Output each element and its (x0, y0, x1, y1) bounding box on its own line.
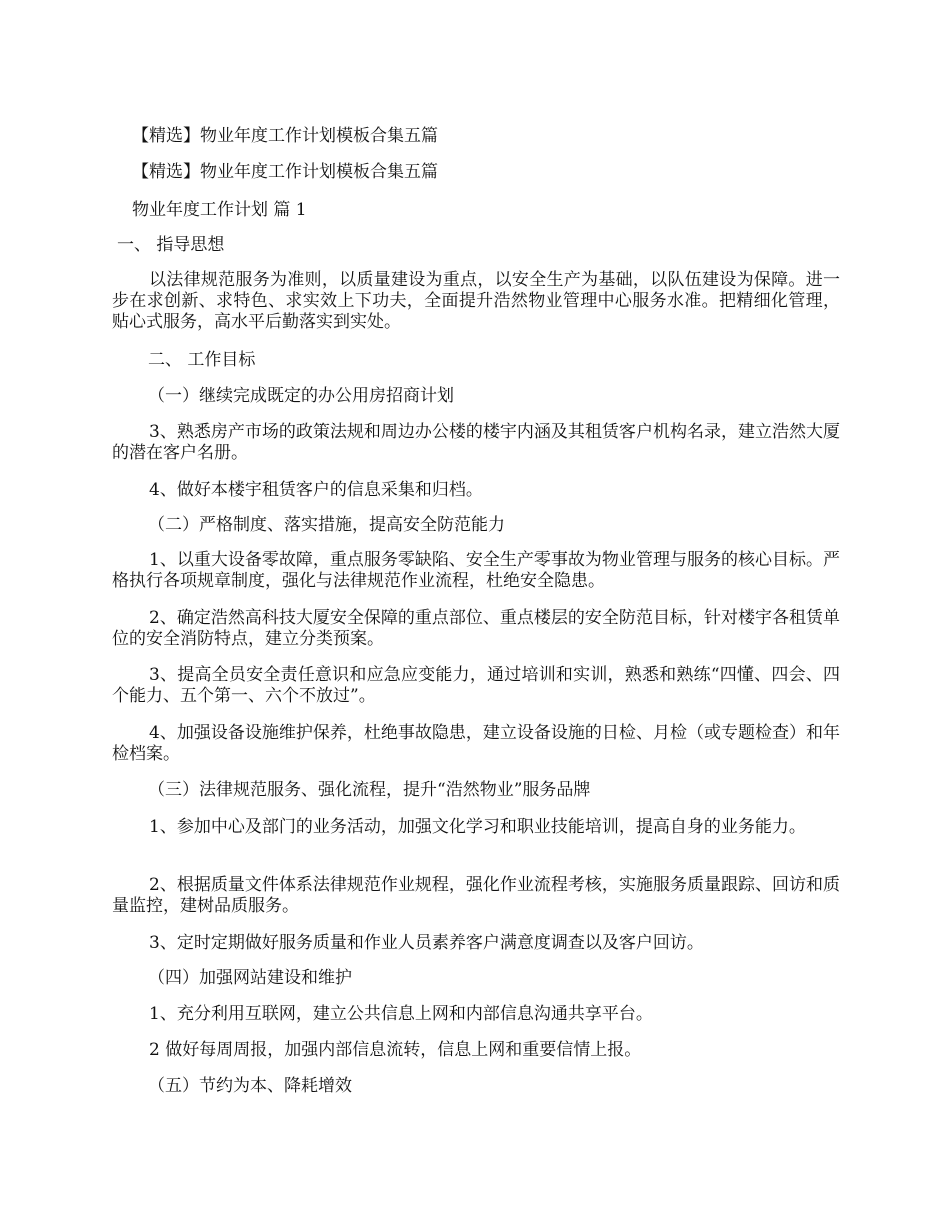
document-title: 【精选】物业年度工作计划模板合集五篇 (132, 162, 438, 182)
item-2-1: 1、以重大设备零故障，重点服务零缺陷、安全生产零事故为物业管理与服务的核心目标。严格执行各项规章制度，强化与法律规范作业流程，杜绝安全隐患。 (112, 550, 840, 591)
item-3-2: 2、根据质量文件体系法律规范作业规程，强化作业流程考核，实施服务质量跟踪、回访和质量监控，建树品质服务。 (112, 875, 840, 916)
paragraph-guiding-thought: 以法律规范服务为准则，以质量建设为重点，以安全生产为基础，以队伍建设为保障。进一步在求创新、求特色、求实效上下功夫，全面提升浩然物业管理中心服务水准。把精细化管理，贴心式服务，高水平后勤落实到实处。 (112, 270, 840, 332)
item-3-3: 3、定时定期做好服务质量和作业人员素养客户满意度调查以及客户回访。 (149, 933, 704, 953)
item-2-4: 4、加强设备设施维护保养，杜绝事故隐患，建立设备设施的日检、月检（或专题检查）和年检档案。 (112, 723, 840, 764)
item-4-2: 2 做好每周周报，加强内部信息流转，信息上网和重要信情上报。 (149, 1040, 642, 1060)
item-1-4: 4、做好本楼宇租赁客户的信息采集和归档。 (149, 480, 483, 500)
subheading-5: （五）节约为本、降耗增效 (148, 1076, 352, 1096)
item-3-1: 1、参加中心及部门的业务活动，加强文化学习和职业技能培训，提高自身的业务能力。 (149, 817, 806, 837)
subheading-4: （四）加强网站建设和维护 (148, 968, 352, 988)
header-title: 【精选】物业年度工作计划模板合集五篇 (132, 126, 438, 146)
subheading-3: （三）法律规范服务、强化流程，提升“浩然物业”服务品牌 (148, 780, 591, 800)
subheading-1: （一）继续完成既定的办公用房招商计划 (148, 386, 454, 406)
subheading-2: （二）严格制度、落实措施，提高安全防范能力 (148, 515, 505, 535)
item-2-2: 2、确定浩然高科技大厦安全保障的重点部位、重点楼层的安全防范目标，针对楼宇各租赁单位的安全消防特点，建立分类预案。 (112, 608, 840, 649)
section-title: 物业年度工作计划 篇 1 (132, 200, 307, 220)
item-2-3: 3、提高全员安全责任意识和应急应变能力，通过培训和实训，熟悉和熟练“四懂、四会、四个能力、五个第一、六个不放过”。 (112, 665, 840, 706)
heading-work-goals: 二、 工作目标 (148, 350, 256, 370)
item-1-3: 3、熟悉房产市场的政策法规和周边办公楼的楼宇内涵及其租赁客户机构名录，建立浩然大厦的潜在客户名册。 (112, 422, 840, 463)
heading-guiding-thought: 一、 指导思想 (117, 235, 225, 255)
item-4-1: 1、充分利用互联网，建立公共信息上网和内部信息沟通共享平台。 (149, 1004, 653, 1024)
